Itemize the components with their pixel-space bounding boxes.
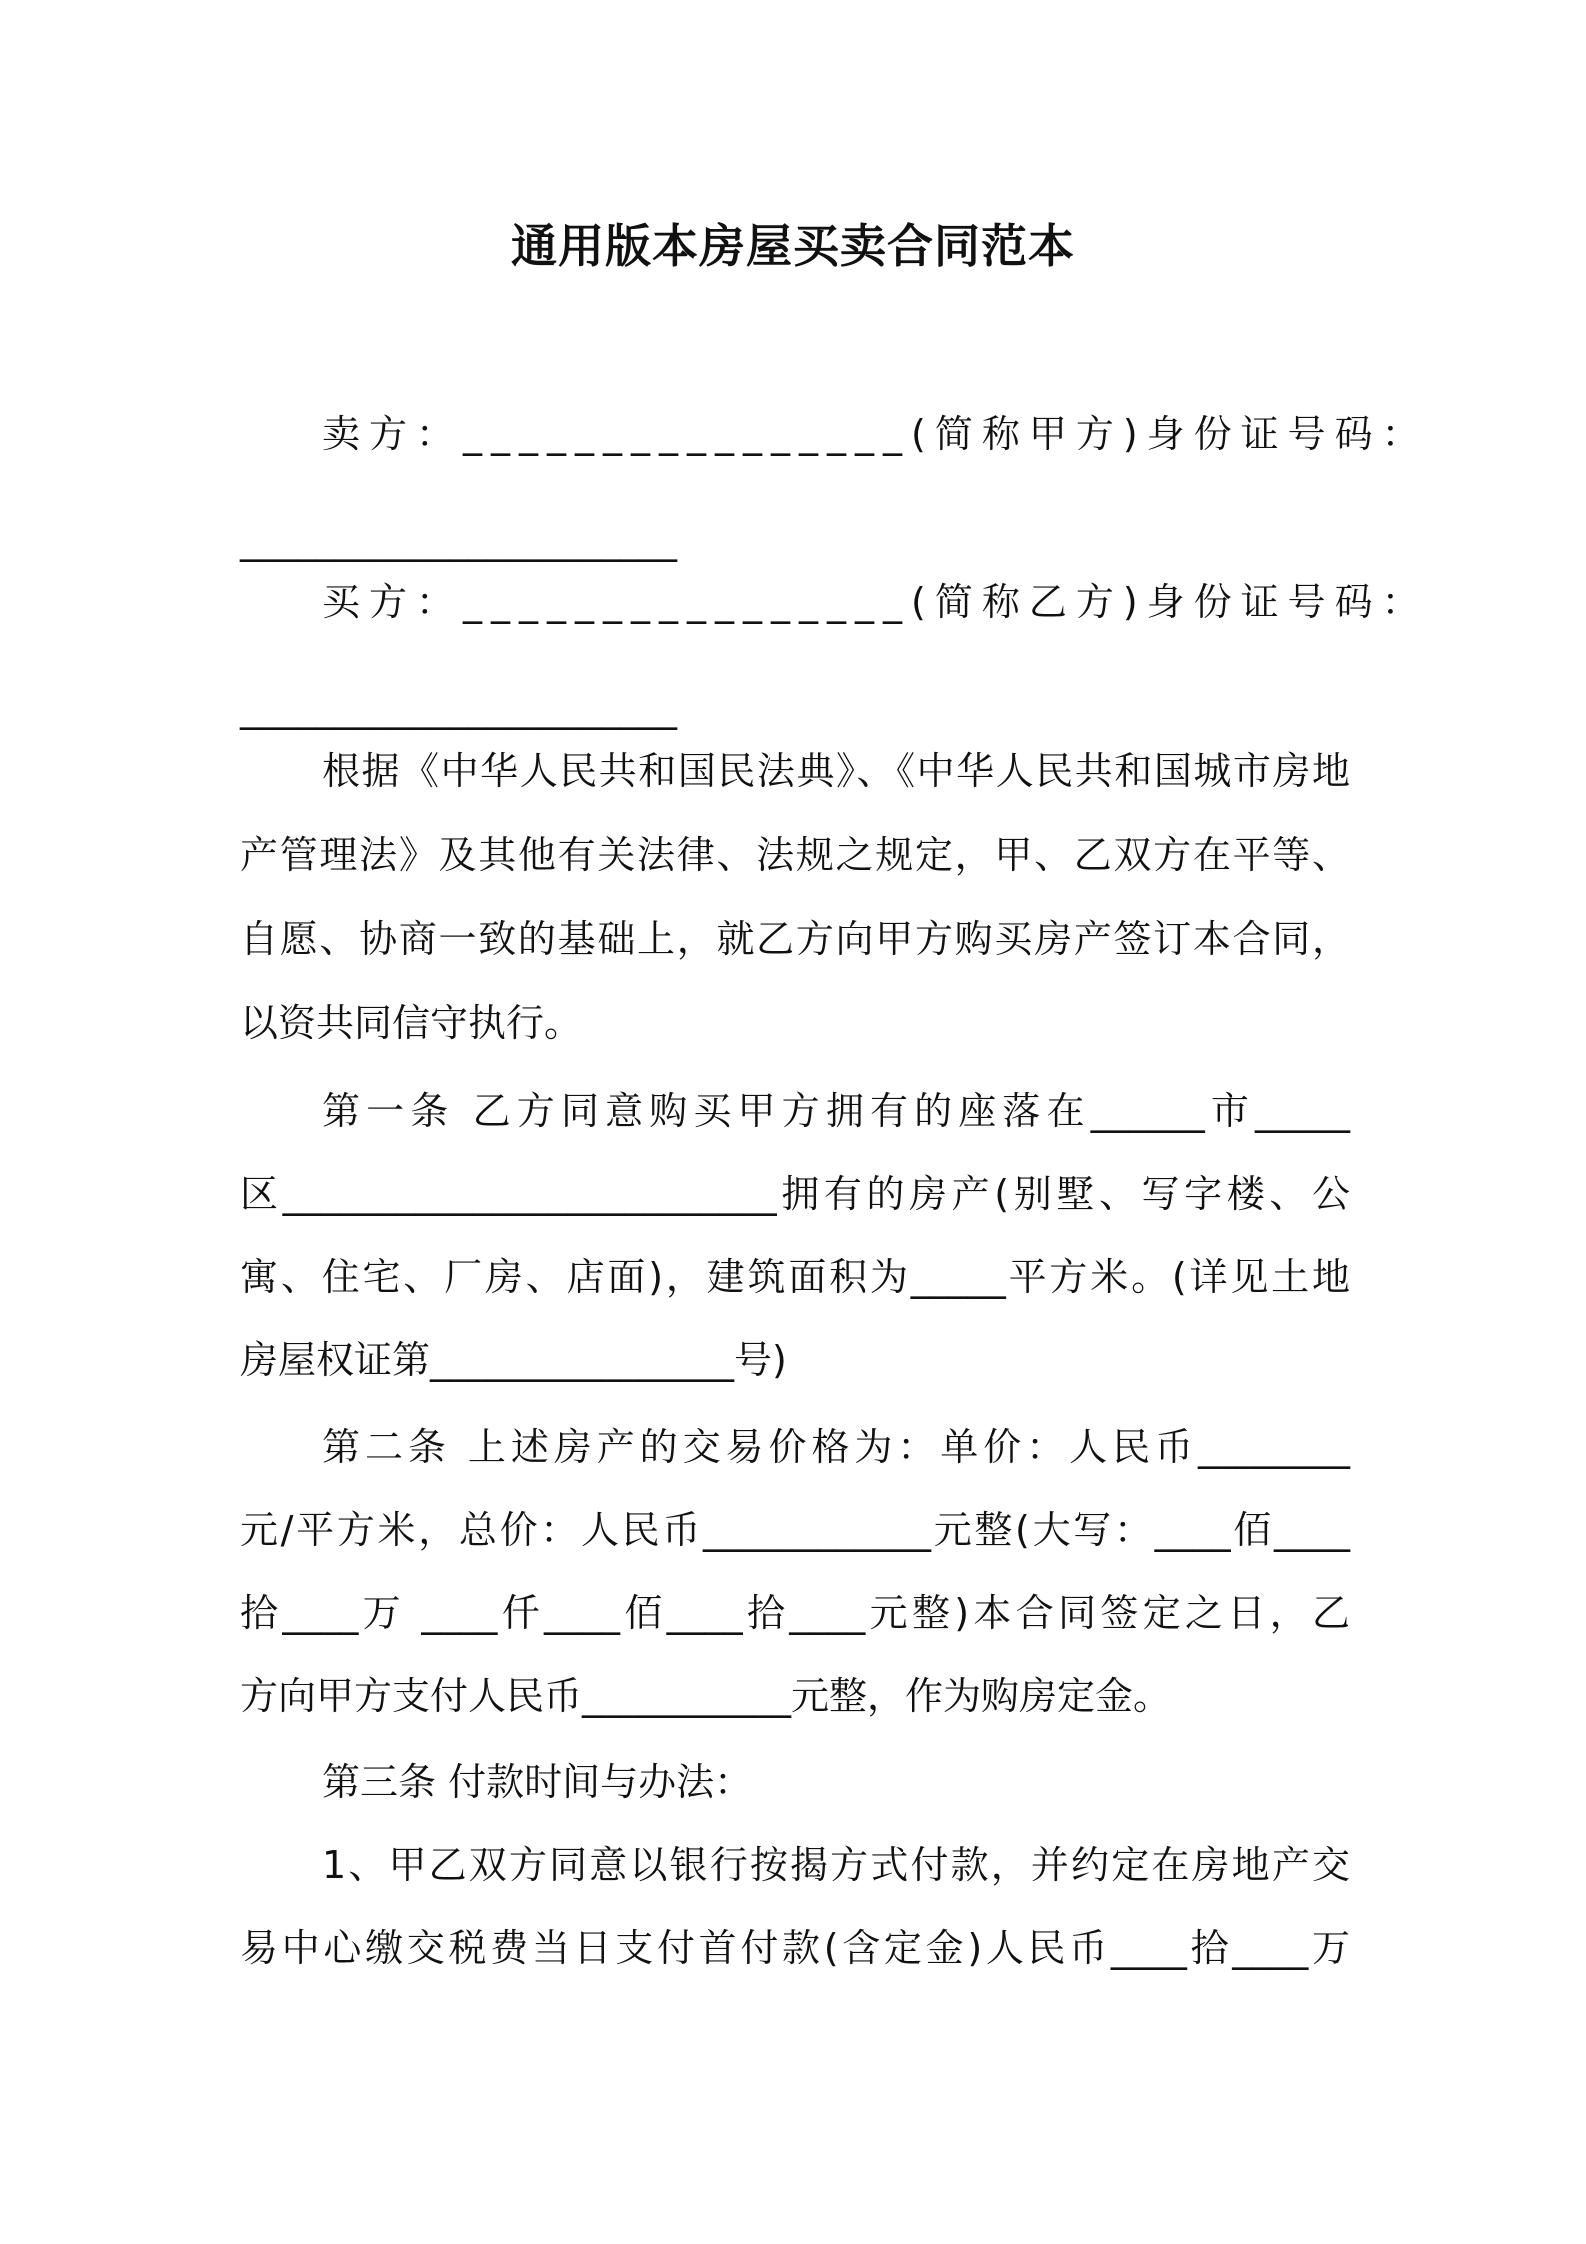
preamble-line-4: 以资共同信守执行。 xyxy=(240,1001,583,1045)
preamble-line-1: 根据《中华人民共和国民法典》、《中华人民共和国城市房地 xyxy=(322,749,1350,793)
buyer-id-blank: _______________________ xyxy=(240,686,677,730)
article-1-line-1: 第一条 乙方同意购买甲方拥有的座落在______市_____ xyxy=(322,1089,1350,1133)
preamble-line-2: 产管理法》及其他有关法律、法规之规定，甲、乙双方在平等、 xyxy=(240,833,1350,877)
preamble-line-3: 自愿、协商一致的基础上，就乙方向甲方购买房产签订本合同， xyxy=(240,917,1350,961)
article-2-line-2: 元/平方米，总价：人民币____________元整(大写：____佰____ xyxy=(240,1508,1350,1552)
seller-line: 卖方：________________(简称甲方)身份证号码： xyxy=(322,412,1429,456)
article-2-line-1: 第二条 上述房产的交易价格为：单价：人民币________ xyxy=(322,1425,1350,1469)
article-1-line-4: 房屋权证第________________号) xyxy=(240,1338,787,1382)
seller-id-blank: _______________________ xyxy=(240,518,677,562)
article-3-heading: 第三条 付款时间与办法： xyxy=(322,1760,753,1804)
article-2-line-3: 拾____万 ____仟____佰____拾____元整)本合同签定之日，乙 xyxy=(240,1591,1350,1635)
article-1-line-3: 寓、住宅、厂房、店面)，建筑面积为_____平方米。(详见土地 xyxy=(240,1255,1350,1299)
article-1-line-2: 区__________________________拥有的房产(别墅、写字楼、公 xyxy=(240,1172,1350,1216)
article-2-line-4: 方向甲方支付人民币___________元整，作为购房定金。 xyxy=(240,1674,1172,1718)
article-3-item-1-line-1: 1、甲乙双方同意以银行按揭方式付款，并约定在房地产交 xyxy=(322,1843,1350,1887)
article-3-item-1-line-2: 易中心缴交税费当日支付首付款(含定金)人民币____拾____万 xyxy=(240,1926,1350,1970)
document-title: 通用版本房屋买卖合同范本 xyxy=(511,219,1075,273)
buyer-line: 买方：________________(简称乙方)身份证号码： xyxy=(322,580,1429,624)
